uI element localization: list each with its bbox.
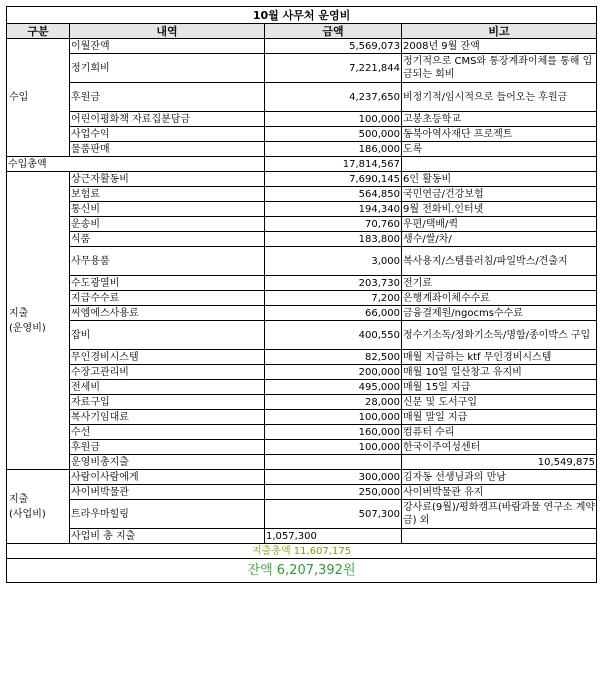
table-row — [7, 425, 597, 440]
row-item: 식품 — [70, 232, 265, 247]
row-item: 수장고관리비 — [70, 365, 265, 380]
row-note: 컴퓨터 수리 — [402, 425, 597, 440]
row-item: 씨엠에스사용료 — [70, 306, 265, 321]
row-note: 복사용지/스템플러침/파일박스/견출지 — [402, 247, 597, 276]
row-amount: 200,000 — [265, 365, 402, 380]
income-total-row — [7, 157, 597, 172]
row-item: 무인경비시스템 — [70, 350, 265, 365]
row-item: 잡비 — [70, 321, 265, 350]
row-item: 운송비 — [70, 217, 265, 232]
row-amount: 203,730 — [265, 276, 402, 291]
income-total-label: 수입총액 — [7, 157, 265, 172]
header-note: 비고 — [402, 24, 597, 39]
table-row — [7, 83, 597, 112]
operating-total-amount: 10,549,875 — [402, 455, 597, 470]
row-note: 고봉초등학교 — [402, 112, 597, 127]
row-item: 전세비 — [70, 380, 265, 395]
row-note: 전기료 — [402, 276, 597, 291]
row-amount: 4,237,650 — [265, 83, 402, 112]
row-item: 수선 — [70, 425, 265, 440]
table-row — [7, 39, 597, 54]
operating-total-empty — [265, 455, 402, 470]
row-amount: 564,850 — [265, 187, 402, 202]
row-amount: 400,550 — [265, 321, 402, 350]
balance-row — [7, 559, 597, 583]
row-note: 김자동 선생님과의 만남 — [402, 470, 597, 485]
row-item: 사이버박물관 — [70, 485, 265, 500]
row-item: 물품판매 — [70, 142, 265, 157]
row-item: 후원금 — [70, 83, 265, 112]
project-total-label: 사업비 총 지출 — [70, 529, 265, 544]
row-item: 상근자활동비 — [70, 172, 265, 187]
row-note: 신문 및 도서구입 — [402, 395, 597, 410]
row-item: 지급수수료 — [70, 291, 265, 306]
section-category: 수입 — [7, 39, 70, 157]
row-amount: 66,000 — [265, 306, 402, 321]
row-item: 보험료 — [70, 187, 265, 202]
table-row — [7, 276, 597, 291]
section-category: 지출 (운영비) — [7, 172, 70, 470]
row-item: 트라우마힐링 — [70, 500, 265, 529]
table-row — [7, 395, 597, 410]
row-note: 생수/쌀/차/ — [402, 232, 597, 247]
row-amount: 194,340 — [265, 202, 402, 217]
row-item: 사업수익 — [70, 127, 265, 142]
row-amount: 100,000 — [265, 440, 402, 455]
row-amount: 82,500 — [265, 350, 402, 365]
row-amount: 7,200 — [265, 291, 402, 306]
table-row — [7, 232, 597, 247]
table-row — [7, 291, 597, 306]
table-row — [7, 350, 597, 365]
row-amount: 7,690,145 — [265, 172, 402, 187]
header-category: 구분 — [7, 24, 70, 39]
row-amount: 3,000 — [265, 247, 402, 276]
table-row — [7, 142, 597, 157]
row-note: 동북아역사재단 프로젝트 — [402, 127, 597, 142]
table-title: 10월 사무처 운영비 — [7, 7, 597, 24]
row-note: 우편/택배/퀵 — [402, 217, 597, 232]
table-row — [7, 380, 597, 395]
row-amount: 160,000 — [265, 425, 402, 440]
row-amount: 500,000 — [265, 127, 402, 142]
table-row — [7, 202, 597, 217]
row-amount: 507,300 — [265, 500, 402, 529]
operating-total-row — [7, 455, 597, 470]
row-note: 강사료(9월)/평화캠프(바람과물 연구소 계약금) 외 — [402, 500, 597, 529]
row-note: 정수기소독/정화기소독/명함/종이박스 구입 — [402, 321, 597, 350]
row-note: 도록 — [402, 142, 597, 157]
row-item: 복사기임대료 — [70, 410, 265, 425]
row-note: 정기적으로 CMS와 통장계좌이체를 통해 입금되는 회비 — [402, 54, 597, 83]
row-amount: 186,000 — [265, 142, 402, 157]
table-row — [7, 247, 597, 276]
row-note: 6인 활동비 — [402, 172, 597, 187]
row-note: 매월 10일 일산창고 유지비 — [402, 365, 597, 380]
budget-sheet — [6, 6, 596, 583]
table-row — [7, 365, 597, 380]
row-note: 비정기적/임시적으로 들어오는 후원금 — [402, 83, 597, 112]
row-note: 2008년 9월 잔액 — [402, 39, 597, 54]
row-note: 금융결제원/ngocms수수료 — [402, 306, 597, 321]
income-total-amount: 17,814,567 — [265, 157, 402, 172]
table-row — [7, 306, 597, 321]
operating-total-label: 운영비총지출 — [70, 455, 265, 470]
row-amount: 300,000 — [265, 470, 402, 485]
row-amount: 100,000 — [265, 410, 402, 425]
row-note: 매월 15일 지급 — [402, 380, 597, 395]
row-amount: 7,221,844 — [265, 54, 402, 83]
table-row — [7, 217, 597, 232]
total-spent: 지출총액 11,607,175 — [7, 544, 597, 559]
row-note: 은행계좌이체수수료 — [402, 291, 597, 306]
row-item: 사무용품 — [70, 247, 265, 276]
balance: 잔액 6,207,392원 — [7, 559, 597, 583]
row-item: 후원금 — [70, 440, 265, 455]
row-item: 이월잔액 — [70, 39, 265, 54]
header-item: 내역 — [70, 24, 265, 39]
row-note: 매월 지급하는 ktf 무인경비시스템 — [402, 350, 597, 365]
project-total-row — [7, 529, 597, 544]
table-row — [7, 440, 597, 455]
income-total-note — [402, 157, 597, 172]
row-amount: 70,760 — [265, 217, 402, 232]
row-note: 사이버박물관 유지 — [402, 485, 597, 500]
table-row — [7, 127, 597, 142]
row-note: 9월 전화비.인터넷 — [402, 202, 597, 217]
project-total-amount: 1,057,300 — [265, 529, 402, 544]
table-row — [7, 54, 597, 83]
row-item: 수도광열비 — [70, 276, 265, 291]
row-item: 어린이평화책 자료집분담금 — [70, 112, 265, 127]
row-amount: 183,800 — [265, 232, 402, 247]
table-row — [7, 187, 597, 202]
table-row — [7, 500, 597, 529]
row-note: 매월 말일 지급 — [402, 410, 597, 425]
row-amount: 495,000 — [265, 380, 402, 395]
title-row — [7, 7, 597, 24]
row-item: 통신비 — [70, 202, 265, 217]
row-amount: 100,000 — [265, 112, 402, 127]
header-row — [7, 24, 597, 39]
row-note: 한국이주여성센터 — [402, 440, 597, 455]
row-item: 정기회비 — [70, 54, 265, 83]
table-row — [7, 172, 597, 187]
header-amount: 금액 — [265, 24, 402, 39]
table-row — [7, 321, 597, 350]
row-amount: 250,000 — [265, 485, 402, 500]
total-spent-row — [7, 544, 597, 559]
row-item: 사람이사람에게 — [70, 470, 265, 485]
budget-table — [6, 6, 597, 583]
table-row — [7, 470, 597, 485]
project-total-note — [402, 529, 597, 544]
row-amount: 28,000 — [265, 395, 402, 410]
table-row — [7, 485, 597, 500]
section-category: 지출 (사업비) — [7, 470, 70, 544]
table-row — [7, 112, 597, 127]
row-note: 국민연금/건강보험 — [402, 187, 597, 202]
row-item: 자료구입 — [70, 395, 265, 410]
table-row — [7, 410, 597, 425]
row-amount: 5,569,073 — [265, 39, 402, 54]
